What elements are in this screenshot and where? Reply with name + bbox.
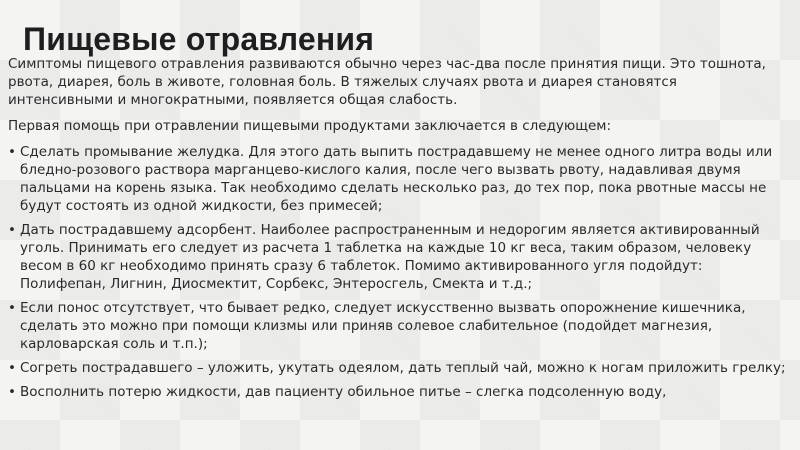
bullet-icon: • — [8, 222, 16, 238]
list-item — [8, 299, 786, 353]
list-item-text: Если понос отсутствует, что бывает редко, следует искусственно вызвать опорожнение кишечника, сделать это можно при помощи клизмы или приняв солевое слабительное (подойдет магнезия, карловарская соль и т.п.); — [20, 300, 746, 352]
bullet-icon: • — [8, 360, 16, 376]
slide-title: Пищевые отравления — [23, 21, 375, 57]
bullet-icon: • — [8, 384, 16, 400]
list-item-text: Дать пострадавшему адсорбент. Наиболее распространенным и недорогим является активированный уголь. Принимать его следует из расчета 1 таблетка на каждые 10 кг веса, таким образом, человеку весом в 60 кг необходимо принять сразу 6 таблеток. Помимо активированного угля подойдут: Полифепан, Лигнин, Диосмектит, Сорбекс, Энтеросгель, Смекта и т.д.; — [20, 222, 760, 292]
slide-body — [8, 55, 786, 407]
bullet-icon: • — [8, 144, 16, 160]
intro-paragraph: Симптомы пищевого отравления развиваются обычно через час-два после принятия пищи. Это тошнота, рвота, диарея, боль в животе, головная боль. В тяжелых случаях рвота и диарея становятся интенсивными и многократными, появляется общая слабость. — [8, 56, 766, 108]
list-item — [8, 143, 786, 215]
list-item — [8, 359, 786, 377]
first-aid-list — [8, 143, 786, 401]
lead-paragraph: Первая помощь при отравлении пищевыми продуктами заключается в следующем: — [8, 118, 612, 134]
list-item — [8, 221, 786, 293]
list-item — [8, 383, 786, 401]
list-item-text: Восполнить потерю жидкости, дав пациенту обильное питье – слегка подсоленную воду, — [20, 384, 667, 400]
list-item-text: Согреть пострадавшего – уложить, укутать одеялом, дать теплый чай, можно к ногам приложить грелку; — [20, 360, 786, 376]
list-item-text: Сделать промывание желудка. Для этого дать выпить пострадавшему не менее одного литра воды или бледно-розового раствора марганцево-кислого калия, после чего вызвать рвоту, надавливая двумя пальцами на корень языка. Так необходимо сделать несколько раз, до тех пор, пока рвотные массы не будут состоять из одной жидкости, без примесей; — [20, 144, 773, 214]
bullet-icon: • — [8, 300, 16, 316]
